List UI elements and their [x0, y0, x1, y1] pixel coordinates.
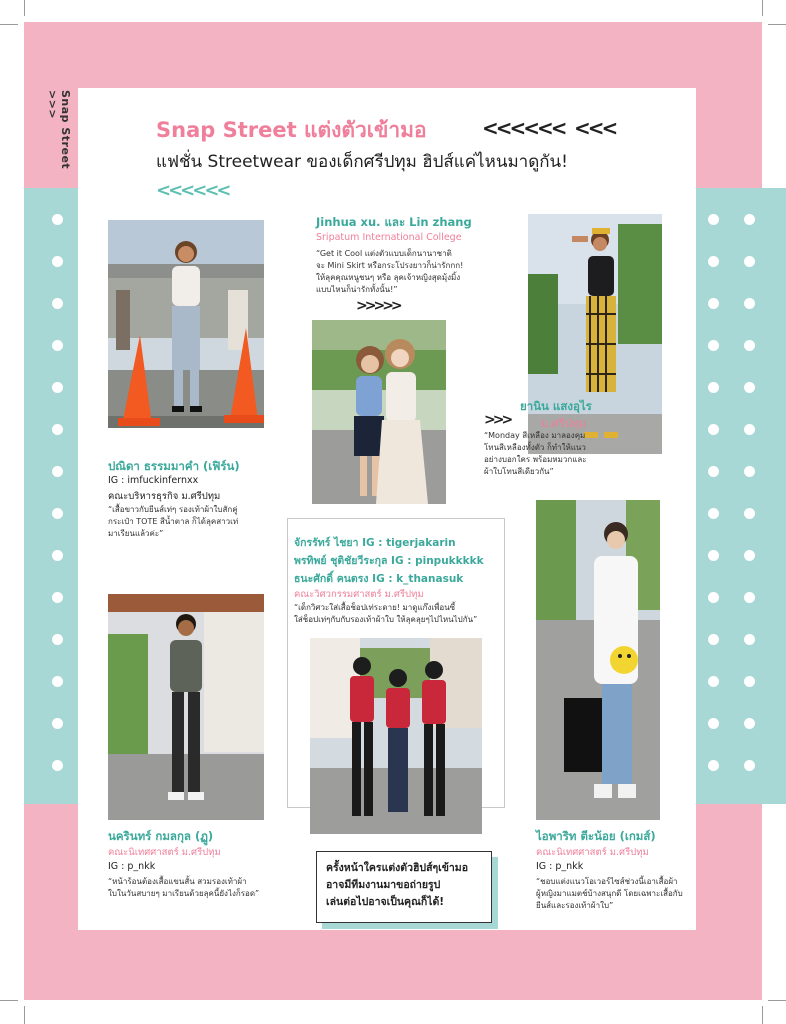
callout-box [316, 851, 492, 923]
polka-dot [708, 718, 719, 729]
polka-dot [52, 298, 63, 309]
polka-dot [708, 214, 719, 225]
profile-school: Sripatum International College [316, 232, 462, 243]
callout-line: เล่นต่อไปอาจเป็นคุณก็ได้! [326, 896, 445, 908]
crop-mark [762, 0, 763, 16]
polka-dot [708, 676, 719, 687]
quote-line: มาเรียนแล้วค่ะ” [108, 529, 164, 538]
polka-dot [744, 298, 755, 309]
crop-mark [24, 1006, 25, 1024]
page-title: Snap Street แต่งตัวเข้ามอ [156, 118, 427, 142]
polka-dot [52, 508, 63, 519]
polka-dot [708, 256, 719, 267]
crop-mark [0, 24, 18, 25]
profile-faculty: คณะนิเทศศาสตร์ ม.ศรีปทุม [536, 847, 649, 858]
crop-mark [762, 1006, 763, 1024]
polka-dot [52, 256, 63, 267]
quote-line: “Monday สีเหลือง มาลองคุม [484, 431, 586, 440]
polka-dot [708, 760, 719, 771]
polka-dot [52, 676, 63, 687]
teal-chevrons: <<<<<< [156, 180, 229, 201]
polka-dot [744, 634, 755, 645]
profile-ig: IG : p_nkk [536, 861, 584, 872]
profile-quote [108, 504, 238, 540]
polka-dot [708, 508, 719, 519]
group-faculty: คณะวิศวกรรมศาสตร์ ม.ศรีปทุม [294, 589, 424, 600]
polka-dot [744, 550, 755, 561]
quote-line: ผู้หญิงมาแมตช์บ้างสนุกดี โดยเฉพาะเสื้อกับ [536, 889, 683, 898]
quote-line: “หน้าร้อนต้องเสื้อแขนสั้น สวมรองเท้าผ้า [108, 877, 247, 886]
polka-dot [52, 424, 63, 435]
crop-mark [768, 1000, 786, 1001]
title-chevrons-right: <<< [574, 116, 616, 140]
polka-dot [52, 214, 63, 225]
photo-chu [108, 594, 264, 820]
polka-dot [744, 424, 755, 435]
quote-line: ให้ลุคคุณหนูชนๆ หรือ ลุคเจ้าหญิงสุดมุ้งมิ้ง [316, 273, 461, 282]
callout-line: ครั้งหน้าใครแต่งตัวฮิปส์ๆเข้ามอ [326, 862, 469, 874]
profile-name: ไอพาริท ตีะน้อย (เกมส์) [536, 829, 656, 843]
polka-dot [744, 592, 755, 603]
quote-line: ใบในวันสบายๆ มาเรียนด้วยลุคนี้ยังไงก็รอด” [108, 889, 260, 898]
polka-dot [52, 340, 63, 351]
quote-line: โทนสีเหลืองทั้งตัว ก็ทำให้แนว [484, 443, 586, 452]
profile-name: นครินทร์ กมลกุล (ฏู) [108, 829, 214, 843]
polka-dot [708, 424, 719, 435]
polka-dot [744, 676, 755, 687]
polka-dot [744, 382, 755, 393]
polka-dot [744, 256, 755, 267]
quote-line: กระเป๋า TOTE สีน้ำตาล ก็ได้ลุคสาวเท่ [108, 517, 239, 526]
profile-name: Jinhua xu. และ Lin zhang [316, 215, 472, 229]
polka-dot [52, 760, 63, 771]
profile-name: ยานิน แสงอุไร [520, 399, 592, 413]
crop-mark [768, 24, 786, 25]
polka-dot [52, 592, 63, 603]
quote-line: แบบไหนก็น่ารักทั้งนั้น!” [316, 285, 398, 294]
polka-dot [708, 340, 719, 351]
photo-engineering-group [310, 638, 482, 834]
callout-line: อาจมีทีมงานมาขอถ่ายรูป [326, 879, 441, 891]
quote-line: “Get it Cool แต่งตัวแบบเด็กนานาชาติ [316, 249, 452, 258]
polka-dot [744, 760, 755, 771]
photo-jinhua-lin [312, 320, 446, 504]
crop-mark [0, 1000, 18, 1001]
polka-dot [708, 298, 719, 309]
polka-dot [52, 550, 63, 561]
polka-dot [744, 214, 755, 225]
polka-dot [708, 592, 719, 603]
title-chevrons-left: <<<<<< [482, 116, 565, 140]
profile-quote [536, 876, 683, 912]
quote-line: ผ้าใบโทนสีเดียวกัน” [484, 467, 554, 476]
quote-line: “ชอบแต่งแนวโอเวอร์ไซส์ช่วงนี้เอาเสื้อผ้า [536, 877, 678, 886]
group-member-3: ธนะศักดิ์ คนตรง IG : k_thanasuk [294, 573, 464, 585]
profile-quote [484, 430, 587, 478]
quote-line: ใส่ช็อปเท่ๆกับกับรองเท้าผ้าใบ ให้ลุคลุยๆไปไหนไปกัน” [294, 615, 478, 624]
polka-dot [744, 466, 755, 477]
section-side-label: Snap Street >>> [46, 90, 72, 170]
quote-line: จะ Mini Skirt หรือกระโปรงยาวก็น่ารักกก! [316, 261, 464, 270]
quote-line: “เสื้อขาวกับยีนส์เท่ๆ รองเท้าผ้าใบสักคู่ [108, 505, 238, 514]
quote-line: “เด็กวิศวะใส่เสื้อช็อปเท่ระดาย! มาดูแก๊งเพื่อนซี้ [294, 603, 456, 612]
profile-faculty: ม.ศรีปทุม [541, 417, 587, 430]
profile-quote [316, 248, 463, 296]
photo-fern [108, 220, 264, 428]
group-member-1: จักรรัทร์ ไชยา IG : tigerjakarin [294, 537, 456, 549]
quote-line: อย่างบอกใคร พร้อมหมวกและ [484, 455, 587, 464]
polka-dot [744, 508, 755, 519]
quote-line: ยีนส์และรองเท้าผ้าใบ” [536, 901, 614, 910]
photo-game [536, 500, 660, 820]
crop-mark [24, 0, 25, 16]
profile-name: ปณิดา ธรรมมาคำ (เฟิร์น) [108, 459, 240, 473]
profile-ig: IG : imfuckinfernxx [108, 475, 199, 486]
polka-dot [52, 718, 63, 729]
polka-dot [744, 340, 755, 351]
polka-dot [52, 382, 63, 393]
profile-quote [108, 876, 259, 900]
polka-dot [52, 634, 63, 645]
polka-dot [744, 718, 755, 729]
polka-dot [708, 550, 719, 561]
group-member-2: พรทิพย์ ชุติชัยวีระกุล IG : pinpukkkkk [294, 555, 484, 567]
profile-ig: IG : p_nkk [108, 861, 156, 872]
profile-faculty: คณะบริหารธุรกิจ ม.ศรีปทุม [108, 491, 221, 502]
polka-dot [52, 466, 63, 477]
polka-dot [708, 466, 719, 477]
profile-faculty: คณะนิเทศศาสตร์ ม.ศรีปทุม [108, 847, 221, 858]
page-subtitle: แฟชั่น Streetwear ของเด็กศรีปทุม ฮิปส์แค่ไหนมาดูกัน! [156, 152, 568, 172]
group-quote [294, 602, 477, 626]
chevrons-right: >>> [484, 412, 511, 428]
polka-dot [708, 382, 719, 393]
chevrons-right: >>>>> [356, 298, 400, 314]
polka-dot [708, 634, 719, 645]
